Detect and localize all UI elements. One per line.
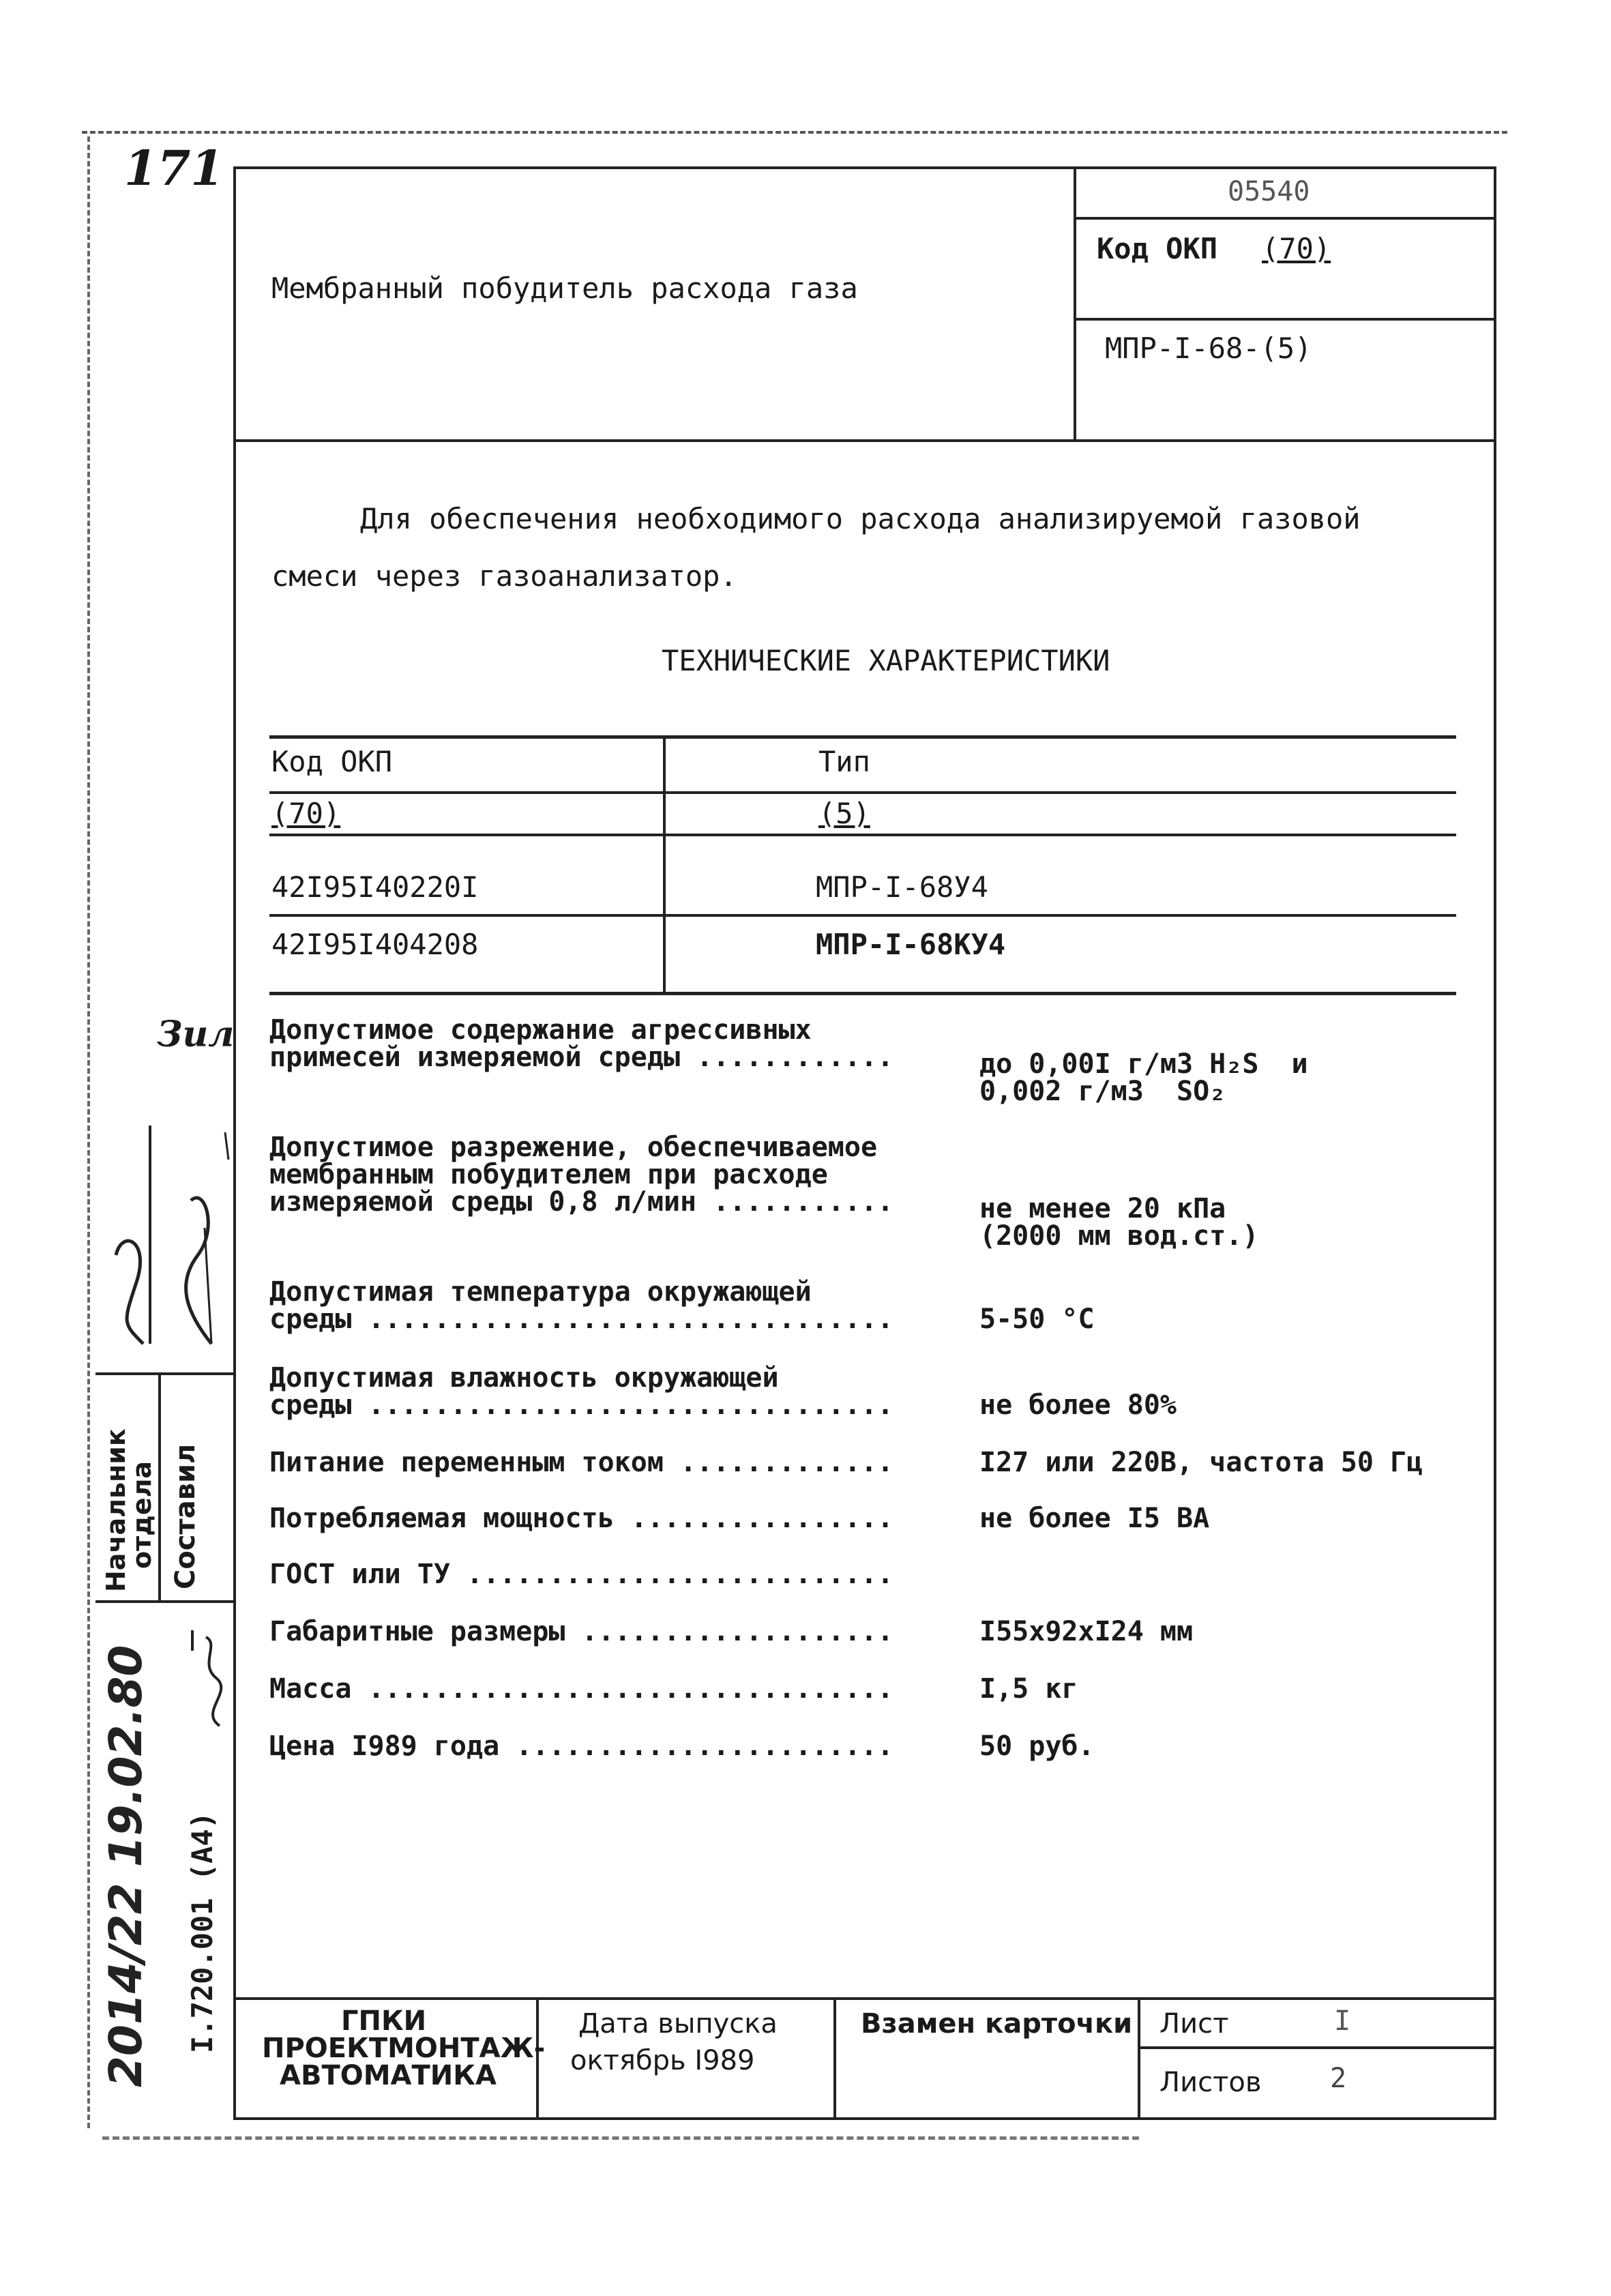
footer-sheets-label: Листов [1159, 2067, 1262, 2098]
header-divider [1074, 166, 1076, 439]
spec-humidity-value: не более 80% [979, 1389, 1177, 1421]
spec-dimensions-value: I55x92xI24 мм [979, 1616, 1194, 1647]
spec-temperature-value: 5-50 °C [979, 1304, 1095, 1335]
product-model: МПР-I-68-(5) [1105, 332, 1312, 365]
footer-release-label: Дата выпуска [578, 2008, 778, 2040]
footer-sheet-value: I [1334, 2005, 1351, 2037]
sign-mark: Зил [157, 1014, 235, 1055]
spec-mass-value: I,5 кг [979, 1673, 1078, 1705]
intro-line-2: смеси через газоанализатор. [271, 559, 737, 593]
table-subheader-type: (5) [818, 797, 870, 830]
footer-replace-label: Взамен карточки [861, 2008, 1133, 2040]
spec-vacuum-value-1: не менее 20 кПа [979, 1193, 1226, 1224]
section-title: ТЕХНИЧЕСКИЕ ХАРАКТЕРИСТИКИ [662, 644, 1110, 677]
spec-vacuum-value-2: (2000 мм вод.ст.) [979, 1220, 1259, 1252]
spec-price-label: Цена I989 года ....................... [269, 1731, 894, 1762]
spec-aggressive-value-2: 0,002 г/м3 SO₂ [979, 1076, 1226, 1107]
table-row-1-code: 42I95I40220I [271, 870, 479, 904]
table-row-1-type: МПР-I-68У4 [816, 870, 988, 904]
spec-temperature-label-2: среды ................................ [269, 1304, 894, 1335]
spec-vacuum-label-3: измеряемой среды 0,8 л/мин ........... [269, 1186, 894, 1218]
product-title: Мембранный побудитель расхода газа [271, 271, 858, 305]
spec-consumption-label: Потребляемая мощность ................ [269, 1503, 894, 1534]
spec-price-value: 50 руб. [979, 1731, 1095, 1762]
side-form-code: I.720.001 (A4) [186, 1811, 219, 2053]
footer-sheets-value: 2 [1330, 2063, 1347, 2094]
header-cell-line-1 [1074, 217, 1496, 220]
footer-sheet-label: Лист [1159, 2008, 1229, 2040]
intro-line-1: Для обеспечения необходимого расхода анализируемой газовой [360, 502, 1361, 535]
spec-humidity-label-1: Допустимая влажность окружающей [269, 1362, 779, 1394]
page-number: 171 [124, 140, 224, 196]
okp-code: (70) [1262, 232, 1331, 265]
spec-vacuum-label-2: мембранным побудителем при расходе [269, 1159, 828, 1190]
spec-standard-label: ГОСТ или ТУ .......................... [269, 1559, 894, 1590]
spec-power-supply-label: Питание переменным током ............. [269, 1447, 894, 1478]
footer-org-line-3: АВТОМАТИКА [280, 2060, 497, 2091]
page-edge-left [87, 136, 90, 2128]
footer-top-line [233, 1997, 1496, 2000]
spec-power-supply-value: I27 или 220В, частота 50 Гц [979, 1447, 1423, 1478]
table-row-2-type: МПР-I-68КУ4 [816, 928, 1006, 961]
okp-label: Код ОКП [1097, 232, 1218, 265]
page-edge-top [82, 131, 1507, 134]
footer-org-line-2: ПРОЕКТМОНТАЖ- [262, 2033, 546, 2064]
side-head-label-2: отдела [127, 1460, 157, 1569]
spec-vacuum-label-1: Допустимое разрежение, обеспечиваемое [269, 1132, 878, 1163]
footer-release-value: октябрь I989 [570, 2045, 755, 2076]
side-head-label-1: Начальник [101, 1428, 131, 1592]
side-handwritten-note: 2014/22 19.02.80 [100, 1645, 152, 2087]
header-cell-line-2 [1074, 318, 1496, 321]
spec-aggressive-label-2: примесей измеряемой среды ............ [269, 1042, 894, 1073]
footer-org-line-1: ГПКИ [341, 2005, 427, 2037]
header-bottom-line [233, 439, 1496, 442]
spec-aggressive-value-1: до 0,00I г/м3 H₂S и [979, 1048, 1308, 1080]
table-row-2-code: 42I95I404208 [271, 928, 479, 961]
table-header-type: Тип [818, 745, 870, 778]
spec-aggressive-label-1: Допустимое содержание агрессивных [269, 1014, 812, 1046]
spec-humidity-label-2: среды ................................ [269, 1389, 894, 1421]
side-author-label: Составил [170, 1443, 201, 1589]
spec-temperature-label-1: Допустимая температура окружающей [269, 1276, 812, 1308]
initials-mark [179, 1623, 233, 1746]
table-subheader-okp: (70) [271, 797, 341, 830]
spec-mass-label: Масса ................................ [269, 1673, 894, 1705]
page-edge-bottom [102, 2136, 1139, 2140]
doc-number: 05540 [1228, 176, 1310, 207]
spec-consumption-value: не более I5 ВА [979, 1503, 1210, 1534]
spec-dimensions-label: Габаритные размеры ................... [269, 1616, 894, 1647]
table-header-okp: Код ОКП [271, 745, 393, 778]
signature-marks [95, 1023, 239, 1364]
